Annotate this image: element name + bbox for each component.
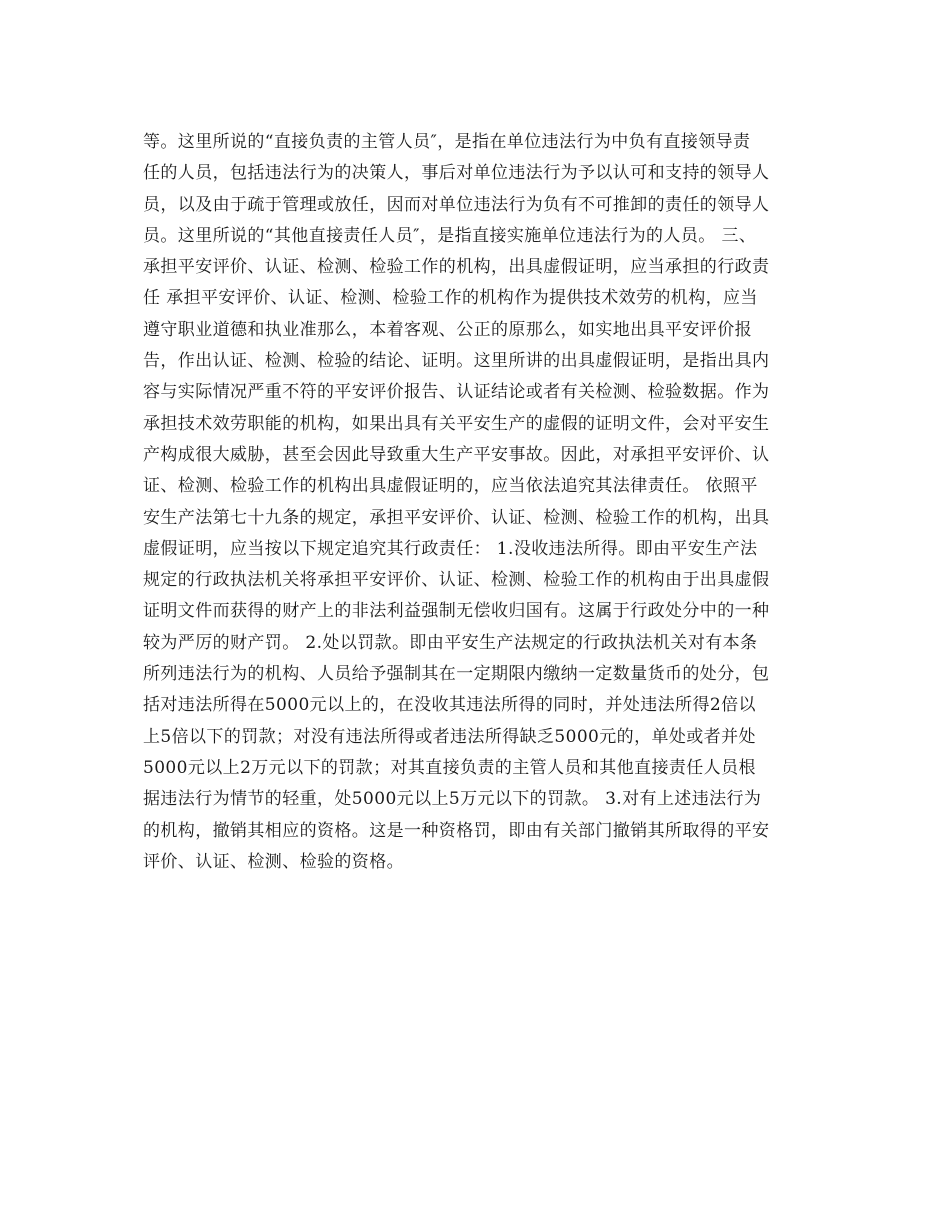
text-line: 遵守职业道德和执业准那么，本着客观、公正的原那么，如实地出具平安评价报 [143,319,752,340]
text-line: 上5倍以下的罚款；对没有违法所得或者违法所得缺乏5000元的，单处或者并处 [143,726,756,747]
text-line: 据违法行为情节的轻重，处5000元以上5万元以下的罚款。 3.对有上述违法行为 [143,789,762,810]
text-line: 较为严厉的财产罚。 2.处以罚款。即由平安生产法规定的行政执法机关对有本条 [143,632,758,653]
text-line: 任的人员，包括违法行为的决策人，事后对单位违法行为予以认可和支持的领导人 [143,163,770,184]
text-line: 承担平安评价、认证、检测、检验工作的机构，出具虚假证明，应当承担的行政责 [143,257,770,278]
text-line: 括对违法所得在5000元以上的，在没收其违法所得的同时，并处违法所得2倍以 [143,695,756,716]
text-line: 5000元以上2万元以下的罚款；对其直接负责的主管人员和其他直接责任人员根 [143,757,756,778]
text-line: 证、检测、检验工作的机构出具虚假证明的，应当依法追究其法律责任。 依照平 [143,476,758,497]
text-line: 的机构，撤销其相应的资格。这是一种资格罚，即由有关部门撤销其所取得的平安 [143,820,770,841]
text-line: 员，以及由于疏于管理或放任，因而对单位违法行为负有不可推卸的责任的领导人 [143,194,770,215]
text-line: 等。这里所说的“直接负责的主管人员″，是指在单位违法行为中负有直接领导责 [143,132,751,152]
text-line: 安生产法第七十九条的规定，承担平安评价、认证、检测、检验工作的机构，出具 [143,507,770,528]
text-line: 规定的行政执法机关将承担平安评价、认证、检测、检验工作的机构由于出具虚假 [143,570,770,591]
text-line: 员。这里所说的“其他直接责任人员″，是指直接实施单位违法行为的人员。 三、 [143,225,757,246]
text-line: 评价、认证、检测、检验的资格。 [143,851,404,872]
text-line: 任 承担平安评价、认证、检测、检验工作的机构作为提供技术效劳的机构，应当 [143,288,758,309]
text-line: 虚假证明，应当按以下规定追究其行政责任： 1.没收违法所得。即由平安生产法 [143,538,758,559]
text-line: 承担技术效劳职能的机构，如果出具有关平安生产的虚假的证明文件，会对平安生 [143,413,770,434]
text-line: 容与实际情况严重不符的平安评价报告、认证结论或者有关检测、检验数据。作为 [143,382,770,403]
text-line: 证明文件而获得的财产上的非法利益强制无偿收归国有。这属于行政处分中的一种 [143,601,770,622]
text-line: 所列违法行为的机构、人员给予强制其在一定期限内缴纳一定数量货币的处分，包 [143,664,770,685]
body-text [143,127,813,878]
text-line: 产构成很大威胁，甚至会因此导致重大生产平安事故。因此，对承担平安评价、认 [143,444,770,465]
text-line: 告，作出认证、检测、检验的结论、证明。这里所讲的出具虚假证明，是指出具内 [143,351,770,372]
